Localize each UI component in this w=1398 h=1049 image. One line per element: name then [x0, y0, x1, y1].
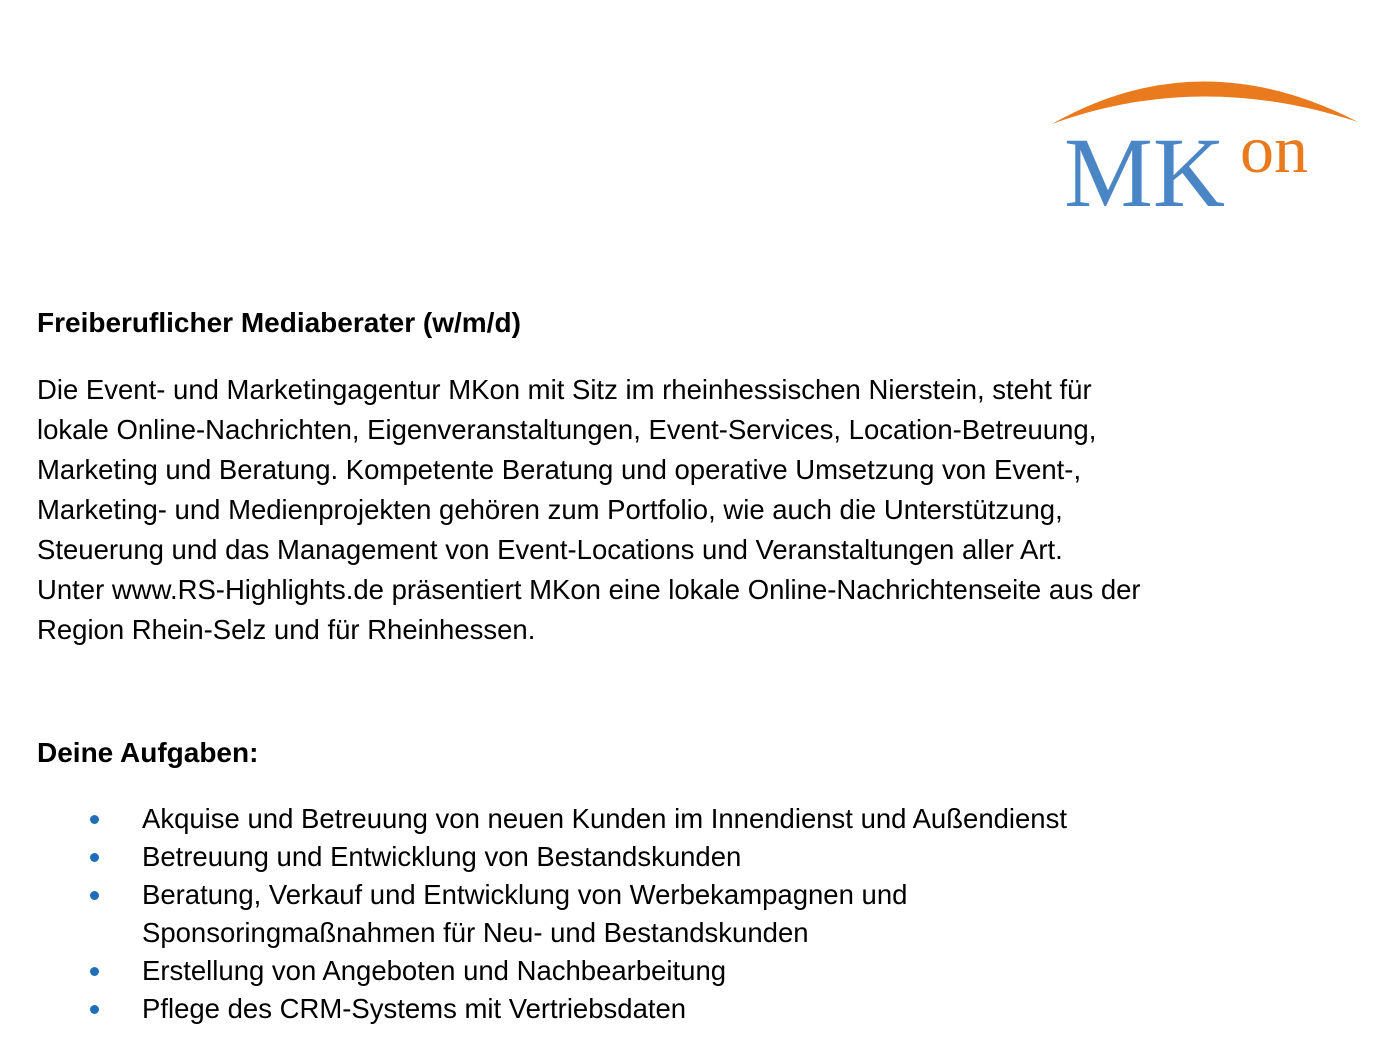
task-item — [37, 876, 1337, 952]
tasks-heading: Deine Aufgaben: — [37, 737, 259, 768]
intro-line: Region Rhein-Selz und für Rheinhessen. — [37, 614, 536, 645]
intro-line: Die Event- und Marketingagentur MKon mit Sitz im rheinhessischen Nierstein, steht für — [37, 374, 1092, 405]
intro-line: Marketing- und Medienprojekten gehören zum Portfolio, wie auch die Unterstützung, — [37, 494, 1063, 525]
logo-text-mk: MK — [1064, 117, 1226, 220]
task-item — [37, 838, 1337, 876]
logo-text-on: on — [1240, 111, 1308, 187]
task-text: Akquise und Betreuung von neuen Kunden im Innendienst und Außendienst — [142, 803, 1067, 834]
tasks-list — [37, 800, 1337, 1028]
task-item — [37, 800, 1337, 838]
job-title: Freiberuflicher Mediaberater (w/m/d) — [37, 307, 521, 338]
mkon-logo-graphic — [1050, 60, 1360, 220]
task-text-continued: Sponsoringmaßnahmen für Neu- und Bestandskunden — [142, 917, 809, 948]
bullet-icon — [90, 967, 99, 976]
company-intro — [37, 370, 1377, 650]
company-logo — [1050, 60, 1360, 220]
task-text: Beratung, Verkauf und Entwicklung von Werbekampagnen und — [142, 879, 908, 910]
task-item — [37, 990, 1337, 1028]
task-item — [37, 952, 1337, 990]
intro-line: Marketing und Beratung. Kompetente Beratung und operative Umsetzung von Event-, — [37, 454, 1082, 485]
intro-line: Unter www.RS-Highlights.de präsentiert MKon eine lokale Online-Nachrichtenseite aus der — [37, 574, 1141, 605]
bullet-icon — [90, 815, 99, 824]
task-text: Erstellung von Angeboten und Nachbearbeitung — [142, 955, 727, 986]
task-text: Pflege des CRM-Systems mit Vertriebsdaten — [142, 993, 687, 1024]
bullet-icon — [90, 1005, 99, 1014]
bullet-icon — [90, 891, 99, 900]
bullet-icon — [90, 853, 99, 862]
intro-line: lokale Online-Nachrichten, Eigenveranstaltungen, Event-Services, Location-Betreuung, — [37, 414, 1097, 445]
intro-line: Steuerung und das Management von Event-Locations und Veranstaltungen aller Art. — [37, 534, 1063, 565]
task-text: Betreuung und Entwicklung von Bestandskunden — [142, 841, 742, 872]
